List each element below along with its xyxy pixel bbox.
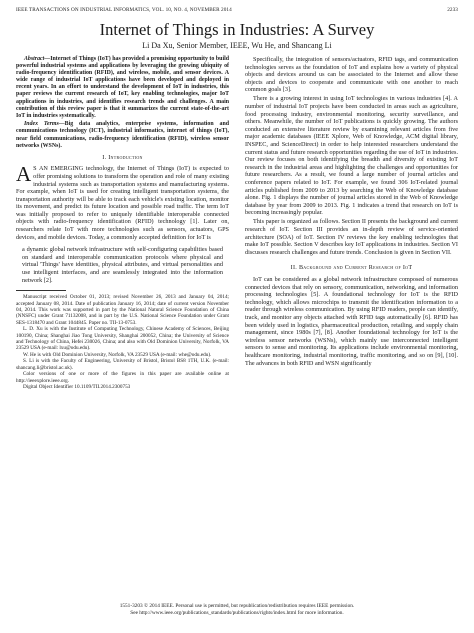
copyright-footer bbox=[16, 603, 458, 617]
body-paragraph-1: Specifically, the integration of sensors/actuators, RFID tags, and communication technologies serves as the foundation of IoT and explains how a variety of physical objects and devices around us can be associated to the Internet and allow these objects and devices to cooperate and communicate with one another to reach common goals [3]. bbox=[245, 56, 458, 94]
index-terms bbox=[16, 121, 229, 149]
section-heading-background: II. Background and Current Research of IoT bbox=[290, 265, 413, 272]
section-heading-introduction: I. Introduction bbox=[102, 154, 143, 161]
left-column bbox=[16, 56, 229, 390]
running-header bbox=[16, 7, 458, 13]
author-list: Li Da Xu, Senior Member, IEEE, Wu He, and Shancang Li bbox=[142, 41, 332, 50]
body-paragraph-2: There is a growing interest in using IoT technologies in various industries [4]. A number of industrial IoT projects have been conducted in areas such as agriculture, food processing industry, environmental monitoring, security surveillance, and others. Meanwhile, the number of IoT publications is quickly growing. The authors conducted an extensive literature review by examining relevant articles from five major academic databases (IEEE Xplore, Web of Knowledge, ACM digital library, INSPEC, and ScienceDirect) in order to help interested researchers understand the current status and future research opportunities regarding the use of IoT in industries. Our review focuses on both identifying the breadth and diversity of existing IoT research in the industrial areas and highlighting the challenges and opportunities for future researchers. As a result, we found a large number of journal articles and conference papers related to IoT. For example, we found 306 IoT-related journal articles published from 2009 to 2013 by searching the Web of Knowledge database alone. Fig. 1 displays the number of journal articles stored in the Web of Knowledge database by year from 2009 to 2013. Fig. 1 indicates a trend that research on IoT is becoming increasingly popular. bbox=[245, 95, 458, 217]
footnote-doi: Digital Object Identifier 10.1109/TII.2014.2300753 bbox=[23, 383, 131, 390]
journal-header: IEEE TRANSACTIONS ON INDUSTRIAL INFORMATICS, VOL. 10, NO. 4, NOVEMBER 2014 bbox=[16, 7, 232, 13]
footnote-rule bbox=[16, 290, 66, 291]
drop-cap: A bbox=[16, 162, 32, 187]
introduction-text: S AN EMERGING technology, the Internet of Things (IoT) is expected to offer promising solutions to transform the operation and role of many existing industrial systems such as transportation systems and manufacturing systems. For example, when IoT is used for creating intelligent transportation systems, the transportation authority will be able to track each vehicle's existing location, monitor its movement, and predict its future location and possible road traffic. The term IoT was initially proposed to refer to uniquely identifiable interoperable connected objects with radio-frequency identification (RFID) technology [1]. Later on, researchers relate IoT with more technologies such as sensors, actuators, GPS devices, and mobile devices. Today, a commonly accepted definition for IoT is bbox=[16, 165, 229, 241]
page-number: 2233 bbox=[447, 7, 458, 13]
footnote-color-versions: Color versions of one or more of the figures in this paper are available online at http://ieeexplore.ieee.org. bbox=[16, 371, 229, 384]
body-paragraph-3: This paper is organized as follows. Section II presents the background and current research of IoT. Section III provides an in-depth review of service-oriented architecture (SOA) of IoT. Section IV reviews the key enabling technologies that make IoT possible. Section V describes key IoT applications in industries. Section VI discusses research challenges and future trends. Conclusion is given in Section VII. bbox=[245, 218, 458, 256]
body-paragraph-4: IoT can be considered as a global network infrastructure composed of numerous connected devices that rely on sensory, communication, networking, and information processing technologies [5]. A foundational technology for IoT is the RFID technology, which allows microchips to transmit the identification information to a reader through wireless communication. By using RFID readers, people can identify, track, and monitor any objects attached with RFID tags automatically [6]. RFID has been widely used in logistics, pharmaceutical production, retailing, and supply chain management, since 1980s [7], [8]. Another foundational technology for IoT is the wireless sensor networks (WSNs), which mainly use interconnected intelligent sensors to sense and monitoring. Its applications include environmental monitoring, healthcare monitoring, industrial monitoring, traffic monitoring, and so on [9], [10]. The advances in both RFID and WSN significantly bbox=[245, 276, 458, 367]
footnote-author-xu: L. D. Xu is with the Institute of Computing Technology, Chinese Academy of Sciences, Beijing 100190, China; Shanghai Jiao Tong University, Shanghai 200052, China; the University of Science and Technology of China, Hefei 230026, China; and also with Old Dominion University, Norfolk, VA 23529 USA (e-mail: lxu@odu.edu). bbox=[16, 326, 229, 352]
abstract-label: Abstract— bbox=[24, 56, 51, 62]
footnote-author-li: S. Li is with the Faculty of Engineering, University of Bristol, Bristol BS8 1TH, U.K. (e-mail: shancang.li@bristol.ac.uk). bbox=[16, 358, 229, 371]
paper-title: Internet of Things in Industries: A Survey bbox=[99, 20, 375, 39]
abstract-text: Internet of Things (IoT) has provided a promising opportunity to build powerful industrial systems and applications by leveraging the growing ubiquity of radio-frequency identification (RFID), and wireless, mobile, and sensor devices. A wide range of industrial IoT applications have been developed and deployed in recent years. In an effort to understand the development of IoT in industries, this paper reviews the current research of IoT, key enabling technologies, major IoT applications in industries, and identifies research trends and challenges. A main contribution of this review paper is that it summarizes the current state-of-the-art IoT in industries systematically. bbox=[16, 56, 229, 119]
introduction-paragraph bbox=[16, 162, 229, 241]
iot-definition-quote: a dynamic global network infrastructure with self-configuring capabilities based on standard and interoperable communication protocols where physical and virtual 'Things' have identities, physical attributes, and virtual personalities and use intelligent interfaces, and are seamlessly integrated into the information network [2]. bbox=[22, 246, 223, 284]
footnote-manuscript: Manuscript received October 01, 2013; revised November 26, 2013 and January 04, 2014; accepted January 08, 2014. Date of publication January 16, 2014; date of current version November 04, 2014. This work was supported in part by the National Natural Science Foundation of China (NNSFC) under Grant 71132008, and in part by the U.S. National Science Foundation under Grant SES-1318470 and Grant 1044845. Paper no. TII-13-0753. bbox=[16, 294, 229, 326]
abstract bbox=[16, 56, 229, 120]
copyright-line: 1551-3203 © 2014 IEEE. Personal use is permitted, but republication/redistribution requires IEEE permission. bbox=[119, 603, 355, 609]
permissions-line: See http://www.ieee.org/publications_standards/publications/rights/index.html for more information. bbox=[130, 609, 344, 616]
right-column bbox=[245, 56, 458, 369]
index-terms-text: Big data analytics, enterprise systems, information and communications technology (ICT), industrial informatics, internet of things (IoT), near field communications, radio-frequency identification (RFID), wireless sensor networks (WSNs). bbox=[16, 121, 229, 149]
index-terms-label: Index Terms— bbox=[24, 121, 65, 128]
footnote-author-he: W. He is with Old Dominion University, Norfolk, VA 23529 USA (e-mail: whe@odu.edu). bbox=[23, 351, 212, 358]
